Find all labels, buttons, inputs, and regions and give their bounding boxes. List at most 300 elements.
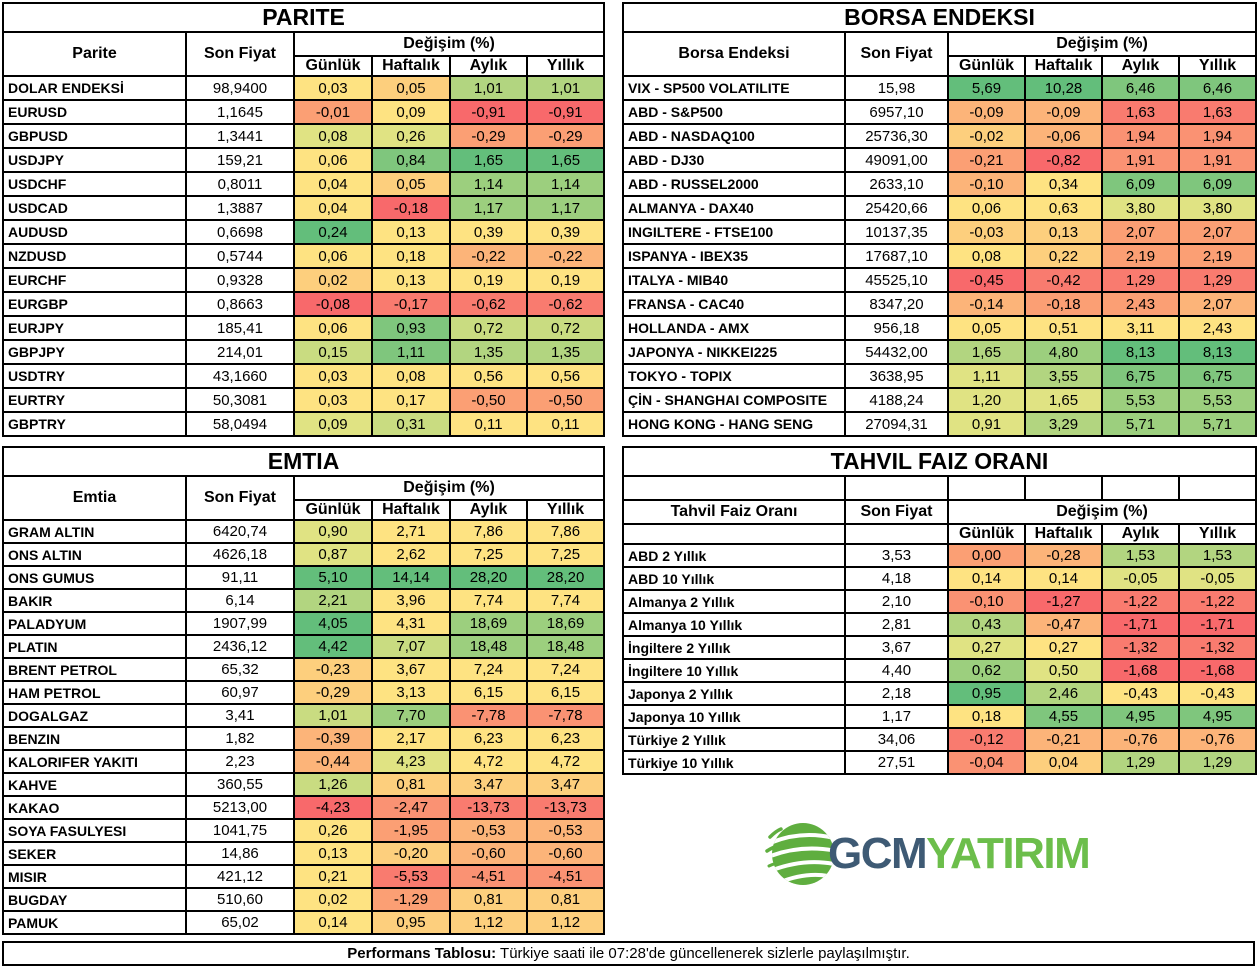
instrument-label: JAPONYA - NIKKEI225 [623, 340, 845, 364]
table-row [3, 148, 604, 172]
column-header-borsa: Borsa Endeksi [623, 32, 845, 76]
change-cell-aylik: 1,35 [450, 340, 527, 364]
column-header-weekly: Haftalık [372, 56, 450, 76]
change-cell-haftalik: 0,13 [1025, 220, 1102, 244]
instrument-label: BENZIN [3, 727, 186, 750]
change-cell-gunluk: -0,02 [948, 124, 1025, 148]
change-cell-aylik: 7,74 [450, 589, 527, 612]
table-row [3, 796, 604, 819]
change-cell-gunluk: 0,04 [294, 172, 372, 196]
last-price: 3638,95 [845, 364, 948, 388]
change-cell-gunluk: 0,06 [948, 196, 1025, 220]
table-title-emtia: EMTIA [3, 447, 604, 476]
column-header-monthly: Aylık [1102, 56, 1179, 76]
change-cell-yillik: -0,91 [527, 100, 604, 124]
change-cell-haftalik: -0,17 [372, 292, 450, 316]
instrument-label: INGILTERE - FTSE100 [623, 220, 845, 244]
change-cell-haftalik: 3,96 [372, 589, 450, 612]
change-cell-gunluk: 0,03 [294, 76, 372, 100]
column-header-daily: Günlük [294, 56, 372, 76]
change-cell-aylik: 5,53 [1102, 388, 1179, 412]
table-row [623, 412, 1256, 436]
change-cell-haftalik: 2,71 [372, 520, 450, 543]
gcm-yatirim-logo [764, 816, 1089, 892]
change-cell-gunluk: -0,45 [948, 268, 1025, 292]
change-cell-gunluk: 2,21 [294, 589, 372, 612]
change-cell-aylik: 18,48 [450, 635, 527, 658]
change-cell-gunluk: -0,29 [294, 681, 372, 704]
table-row [623, 196, 1256, 220]
last-price: 2633,10 [845, 172, 948, 196]
last-price: 0,8011 [186, 172, 294, 196]
change-cell-haftalik: 0,13 [372, 268, 450, 292]
table-row [623, 388, 1256, 412]
change-cell-aylik: 0,39 [450, 220, 527, 244]
change-cell-aylik: 4,95 [1102, 705, 1179, 728]
change-cell-aylik: -1,71 [1102, 613, 1179, 636]
table-row [3, 842, 604, 865]
last-price: 15,98 [845, 76, 948, 100]
change-cell-gunluk: -0,39 [294, 727, 372, 750]
instrument-label: Japonya 2 Yıllık [623, 682, 845, 705]
change-cell-aylik: -13,73 [450, 796, 527, 819]
change-cell-gunluk: 0,05 [948, 316, 1025, 340]
change-cell-aylik: 18,69 [450, 612, 527, 635]
column-header-change-group: Değişim (%) [948, 500, 1256, 524]
change-cell-yillik: 1,17 [527, 196, 604, 220]
column-header-change-group: Değişim (%) [294, 32, 604, 56]
instrument-label: EURJPY [3, 316, 186, 340]
change-cell-yillik: 3,47 [527, 773, 604, 796]
last-price: 4,40 [845, 659, 948, 682]
change-cell-aylik: 8,13 [1102, 340, 1179, 364]
change-cell-gunluk: -0,44 [294, 750, 372, 773]
change-cell-yillik: 1,14 [527, 172, 604, 196]
last-price: 34,06 [845, 728, 948, 751]
column-header-parite: Parite [3, 32, 186, 76]
change-cell-haftalik: 3,13 [372, 681, 450, 704]
change-cell-haftalik: 0,51 [1025, 316, 1102, 340]
change-cell-gunluk: -4,23 [294, 796, 372, 819]
instrument-label: PLATIN [3, 635, 186, 658]
table-row [623, 124, 1256, 148]
change-cell-yillik: -1,32 [1179, 636, 1256, 659]
last-price: 25736,30 [845, 124, 948, 148]
change-cell-yillik: 18,48 [527, 635, 604, 658]
change-cell-yillik: 3,80 [1179, 196, 1256, 220]
change-cell-haftalik: 0,95 [372, 911, 450, 934]
instrument-label: Türkiye 2 Yıllık [623, 728, 845, 751]
last-price: 2436,12 [186, 635, 294, 658]
table-row [3, 566, 604, 589]
instrument-label: USDJPY [3, 148, 186, 172]
last-price: 0,8663 [186, 292, 294, 316]
last-price: 0,6698 [186, 220, 294, 244]
instrument-label: ONS ALTIN [3, 543, 186, 566]
instrument-label: PALADYUM [3, 612, 186, 635]
instrument-label: GBPJPY [3, 340, 186, 364]
change-cell-haftalik: -0,28 [1025, 544, 1102, 567]
instrument-label: Almanya 2 Yıllık [623, 590, 845, 613]
empty-header-cell [845, 524, 948, 544]
change-cell-haftalik: 7,07 [372, 635, 450, 658]
change-cell-haftalik: -0,18 [372, 196, 450, 220]
instrument-label: ONS GUMUS [3, 566, 186, 589]
change-cell-haftalik: -0,18 [1025, 292, 1102, 316]
instrument-label: Japonya 10 Yıllık [623, 705, 845, 728]
change-cell-yillik: 2,07 [1179, 292, 1256, 316]
change-cell-yillik: 1,65 [527, 148, 604, 172]
change-cell-yillik: 0,39 [527, 220, 604, 244]
last-price: 27094,31 [845, 412, 948, 436]
table-row [3, 268, 604, 292]
change-cell-gunluk: 0,08 [294, 124, 372, 148]
change-cell-aylik: 6,09 [1102, 172, 1179, 196]
table-row [623, 76, 1256, 100]
instrument-label: HONG KONG - HANG SENG [623, 412, 845, 436]
instrument-label: ITALYA - MIB40 [623, 268, 845, 292]
table-row [3, 340, 604, 364]
change-cell-haftalik: 4,23 [372, 750, 450, 773]
instrument-label: BUGDAY [3, 888, 186, 911]
instrument-label: HAM PETROL [3, 681, 186, 704]
instrument-label: EURCHF [3, 268, 186, 292]
instrument-label: USDCHF [3, 172, 186, 196]
instrument-label: VIX - SP500 VOLATILITE [623, 76, 845, 100]
change-cell-aylik: 4,72 [450, 750, 527, 773]
change-cell-yillik: 6,75 [1179, 364, 1256, 388]
change-cell-gunluk: 0,21 [294, 865, 372, 888]
change-cell-haftalik: 0,13 [372, 220, 450, 244]
last-price: 27,51 [845, 751, 948, 774]
change-cell-gunluk: 0,08 [948, 244, 1025, 268]
column-header-monthly: Aylık [450, 500, 527, 520]
change-cell-haftalik: 2,17 [372, 727, 450, 750]
table-row [623, 659, 1256, 682]
change-cell-haftalik: 0,31 [372, 412, 450, 436]
last-price: 360,55 [186, 773, 294, 796]
last-price: 2,23 [186, 750, 294, 773]
change-cell-haftalik: 14,14 [372, 566, 450, 589]
change-cell-haftalik: -1,27 [1025, 590, 1102, 613]
table-row [3, 76, 604, 100]
change-cell-yillik: 7,24 [527, 658, 604, 681]
last-price: 65,02 [186, 911, 294, 934]
table-row [3, 100, 604, 124]
change-cell-yillik: 1,12 [527, 911, 604, 934]
last-price: 185,41 [186, 316, 294, 340]
change-cell-haftalik: 3,67 [372, 658, 450, 681]
column-header-last-price: Son Fiyat [845, 500, 948, 524]
last-price: 50,3081 [186, 388, 294, 412]
table-parite [2, 2, 603, 437]
change-cell-haftalik: -0,82 [1025, 148, 1102, 172]
column-header-last-price: Son Fiyat [186, 476, 294, 520]
last-price: 14,86 [186, 842, 294, 865]
table-row [623, 244, 1256, 268]
instrument-label: PAMUK [3, 911, 186, 934]
column-header-monthly: Aylık [450, 56, 527, 76]
change-cell-gunluk: 5,69 [948, 76, 1025, 100]
change-cell-gunluk: 0,90 [294, 520, 372, 543]
change-cell-yillik: 0,11 [527, 412, 604, 436]
change-cell-yillik: -0,05 [1179, 567, 1256, 590]
table-borsa-endeksi [622, 2, 1255, 437]
change-cell-aylik: -0,53 [450, 819, 527, 842]
column-header-weekly: Haftalık [1025, 524, 1102, 544]
last-price: 1907,99 [186, 612, 294, 635]
instrument-label: KALORIFER YAKITI [3, 750, 186, 773]
last-price: 4626,18 [186, 543, 294, 566]
footer-text: Türkiye saati ile 07:28'de güncellenerek sizlerle paylaşılmıştır. [496, 945, 910, 962]
table-emtia [2, 446, 603, 935]
change-cell-haftalik: 0,18 [372, 244, 450, 268]
change-cell-yillik: 0,56 [527, 364, 604, 388]
last-price: 2,10 [845, 590, 948, 613]
last-price: 2,81 [845, 613, 948, 636]
change-cell-gunluk: -0,09 [948, 100, 1025, 124]
instrument-label: ABD - DJ30 [623, 148, 845, 172]
last-price: 49091,00 [845, 148, 948, 172]
change-cell-haftalik: -2,47 [372, 796, 450, 819]
column-header-yearly: Yıllık [1179, 524, 1256, 544]
change-cell-aylik: -0,76 [1102, 728, 1179, 751]
last-price: 6957,10 [845, 100, 948, 124]
change-cell-yillik: 0,19 [527, 268, 604, 292]
instrument-label: KAHVE [3, 773, 186, 796]
change-cell-aylik: 2,19 [1102, 244, 1179, 268]
change-cell-gunluk: 1,11 [948, 364, 1025, 388]
change-cell-gunluk: 0,13 [294, 842, 372, 865]
table-row [623, 728, 1256, 751]
change-cell-yillik: -0,62 [527, 292, 604, 316]
last-price: 45525,10 [845, 268, 948, 292]
change-cell-haftalik: 2,62 [372, 543, 450, 566]
last-price: 6420,74 [186, 520, 294, 543]
change-cell-haftalik: 3,55 [1025, 364, 1102, 388]
table-title-parite: PARITE [3, 3, 604, 32]
change-cell-gunluk: 0,91 [948, 412, 1025, 436]
change-cell-aylik: 2,43 [1102, 292, 1179, 316]
last-price: 0,5744 [186, 244, 294, 268]
instrument-label: ISPANYA - IBEX35 [623, 244, 845, 268]
change-cell-haftalik: 0,81 [372, 773, 450, 796]
column-header-yearly: Yıllık [1179, 56, 1256, 76]
instrument-label: GBPTRY [3, 412, 186, 436]
change-cell-haftalik: 0,27 [1025, 636, 1102, 659]
change-cell-haftalik: -0,06 [1025, 124, 1102, 148]
last-price: 6,14 [186, 589, 294, 612]
change-cell-gunluk: 0,09 [294, 412, 372, 436]
change-cell-yillik: 7,74 [527, 589, 604, 612]
change-cell-aylik: 7,25 [450, 543, 527, 566]
table-row [3, 750, 604, 773]
change-cell-haftalik: 0,84 [372, 148, 450, 172]
change-cell-aylik: -1,22 [1102, 590, 1179, 613]
last-price: 17687,10 [845, 244, 948, 268]
column-header-last-price: Son Fiyat [186, 32, 294, 76]
table-row [623, 268, 1256, 292]
last-price: 510,60 [186, 888, 294, 911]
change-cell-gunluk: -0,12 [948, 728, 1025, 751]
table-row [623, 220, 1256, 244]
change-cell-yillik: 0,81 [527, 888, 604, 911]
last-price: 4,18 [845, 567, 948, 590]
column-header-monthly: Aylık [1102, 524, 1179, 544]
change-cell-yillik: 1,94 [1179, 124, 1256, 148]
last-price: 1,17 [845, 705, 948, 728]
change-cell-gunluk: 0,03 [294, 388, 372, 412]
change-cell-gunluk: 0,14 [294, 911, 372, 934]
change-cell-yillik: -1,22 [1179, 590, 1256, 613]
change-cell-aylik: 1,12 [450, 911, 527, 934]
instrument-label: EURUSD [3, 100, 186, 124]
change-cell-aylik: 28,20 [450, 566, 527, 589]
change-cell-yillik: -0,29 [527, 124, 604, 148]
instrument-label: DOLAR ENDEKSİ [3, 76, 186, 100]
column-header-last-price: Son Fiyat [845, 32, 948, 76]
column-header-emtia: Emtia [3, 476, 186, 520]
change-cell-yillik: -0,22 [527, 244, 604, 268]
change-cell-yillik: 5,71 [1179, 412, 1256, 436]
last-price: 3,41 [186, 704, 294, 727]
table-row [3, 773, 604, 796]
change-cell-aylik: -0,50 [450, 388, 527, 412]
last-price: 3,67 [845, 636, 948, 659]
change-cell-haftalik: 10,28 [1025, 76, 1102, 100]
change-cell-gunluk: 0,00 [948, 544, 1025, 567]
change-cell-haftalik: 0,05 [372, 172, 450, 196]
change-cell-yillik: 1,35 [527, 340, 604, 364]
change-cell-aylik: -0,62 [450, 292, 527, 316]
change-cell-aylik: 5,71 [1102, 412, 1179, 436]
change-cell-gunluk: -0,10 [948, 590, 1025, 613]
instrument-label: DOGALGAZ [3, 704, 186, 727]
change-cell-gunluk: 0,62 [948, 659, 1025, 682]
instrument-label: SEKER [3, 842, 186, 865]
change-cell-gunluk: 0,14 [948, 567, 1025, 590]
change-cell-yillik: 1,53 [1179, 544, 1256, 567]
last-price: 0,9328 [186, 268, 294, 292]
change-cell-haftalik: 0,34 [1025, 172, 1102, 196]
change-cell-gunluk: 0,24 [294, 220, 372, 244]
column-header-tahvil: Tahvil Faiz Oranı [623, 500, 845, 524]
footer-label: Performans Tablosu: [347, 945, 497, 962]
change-cell-aylik: -1,32 [1102, 636, 1179, 659]
change-cell-aylik: 7,86 [450, 520, 527, 543]
change-cell-yillik: 1,29 [1179, 751, 1256, 774]
change-cell-yillik: -0,76 [1179, 728, 1256, 751]
change-cell-gunluk: 0,95 [948, 682, 1025, 705]
change-cell-aylik: -0,91 [450, 100, 527, 124]
table-row [3, 589, 604, 612]
change-cell-gunluk: -0,01 [294, 100, 372, 124]
change-cell-gunluk: 0,03 [294, 364, 372, 388]
instrument-label: ALMANYA - DAX40 [623, 196, 845, 220]
change-cell-haftalik: -0,09 [1025, 100, 1102, 124]
change-cell-aylik: -0,29 [450, 124, 527, 148]
change-cell-yillik: 4,95 [1179, 705, 1256, 728]
last-price: 8347,20 [845, 292, 948, 316]
change-cell-haftalik: -1,29 [372, 888, 450, 911]
change-cell-gunluk: 0,15 [294, 340, 372, 364]
last-price: 159,21 [186, 148, 294, 172]
table-row [623, 613, 1256, 636]
change-cell-gunluk: -0,03 [948, 220, 1025, 244]
instrument-label: ABD 10 Yıllık [623, 567, 845, 590]
change-cell-haftalik: 0,04 [1025, 751, 1102, 774]
change-cell-gunluk: 1,65 [948, 340, 1025, 364]
table-row [623, 292, 1256, 316]
instrument-label: HOLLANDA - AMX [623, 316, 845, 340]
change-cell-gunluk: 0,02 [294, 888, 372, 911]
instrument-label: USDCAD [3, 196, 186, 220]
instrument-label: BAKIR [3, 589, 186, 612]
change-cell-gunluk: 0,06 [294, 316, 372, 340]
table-row [623, 705, 1256, 728]
change-cell-aylik: 0,19 [450, 268, 527, 292]
column-header-change-group: Değişim (%) [294, 476, 604, 500]
change-cell-aylik: 1,91 [1102, 148, 1179, 172]
change-cell-haftalik: 4,31 [372, 612, 450, 635]
change-cell-haftalik: 0,17 [372, 388, 450, 412]
change-cell-yillik: 18,69 [527, 612, 604, 635]
change-cell-aylik: 6,15 [450, 681, 527, 704]
change-cell-aylik: 1,65 [450, 148, 527, 172]
change-cell-aylik: 1,01 [450, 76, 527, 100]
change-cell-yillik: -4,51 [527, 865, 604, 888]
change-cell-yillik: 7,25 [527, 543, 604, 566]
table-row [623, 172, 1256, 196]
change-cell-haftalik: -0,47 [1025, 613, 1102, 636]
column-header-change-group: Değişim (%) [948, 32, 1256, 56]
change-cell-aylik: 1,53 [1102, 544, 1179, 567]
last-price: 91,11 [186, 566, 294, 589]
table-row [3, 911, 604, 934]
change-cell-aylik: 0,81 [450, 888, 527, 911]
change-cell-aylik: 6,23 [450, 727, 527, 750]
last-price: 5213,00 [186, 796, 294, 819]
change-cell-yillik: 2,19 [1179, 244, 1256, 268]
change-cell-haftalik: 3,29 [1025, 412, 1102, 436]
last-price: 214,01 [186, 340, 294, 364]
change-cell-aylik: 1,63 [1102, 100, 1179, 124]
change-cell-yillik: -1,68 [1179, 659, 1256, 682]
change-cell-haftalik: -0,42 [1025, 268, 1102, 292]
footer-note [2, 941, 1255, 966]
instrument-label: MISIR [3, 865, 186, 888]
table-row [3, 704, 604, 727]
change-cell-gunluk: 1,20 [948, 388, 1025, 412]
change-cell-aylik: 6,75 [1102, 364, 1179, 388]
change-cell-aylik: 0,11 [450, 412, 527, 436]
change-cell-haftalik: 4,55 [1025, 705, 1102, 728]
change-cell-haftalik: -5,53 [372, 865, 450, 888]
change-cell-aylik: 1,17 [450, 196, 527, 220]
column-header-weekly: Haftalık [372, 500, 450, 520]
table-row [3, 727, 604, 750]
column-header-yearly: Yıllık [527, 500, 604, 520]
change-cell-aylik: 0,72 [450, 316, 527, 340]
table-row [3, 388, 604, 412]
table-row [623, 567, 1256, 590]
instrument-label: KAKAO [3, 796, 186, 819]
change-cell-gunluk: -0,14 [948, 292, 1025, 316]
change-cell-aylik: -0,22 [450, 244, 527, 268]
change-cell-aylik: -4,51 [450, 865, 527, 888]
change-cell-yillik: 5,53 [1179, 388, 1256, 412]
table-row [623, 751, 1256, 774]
